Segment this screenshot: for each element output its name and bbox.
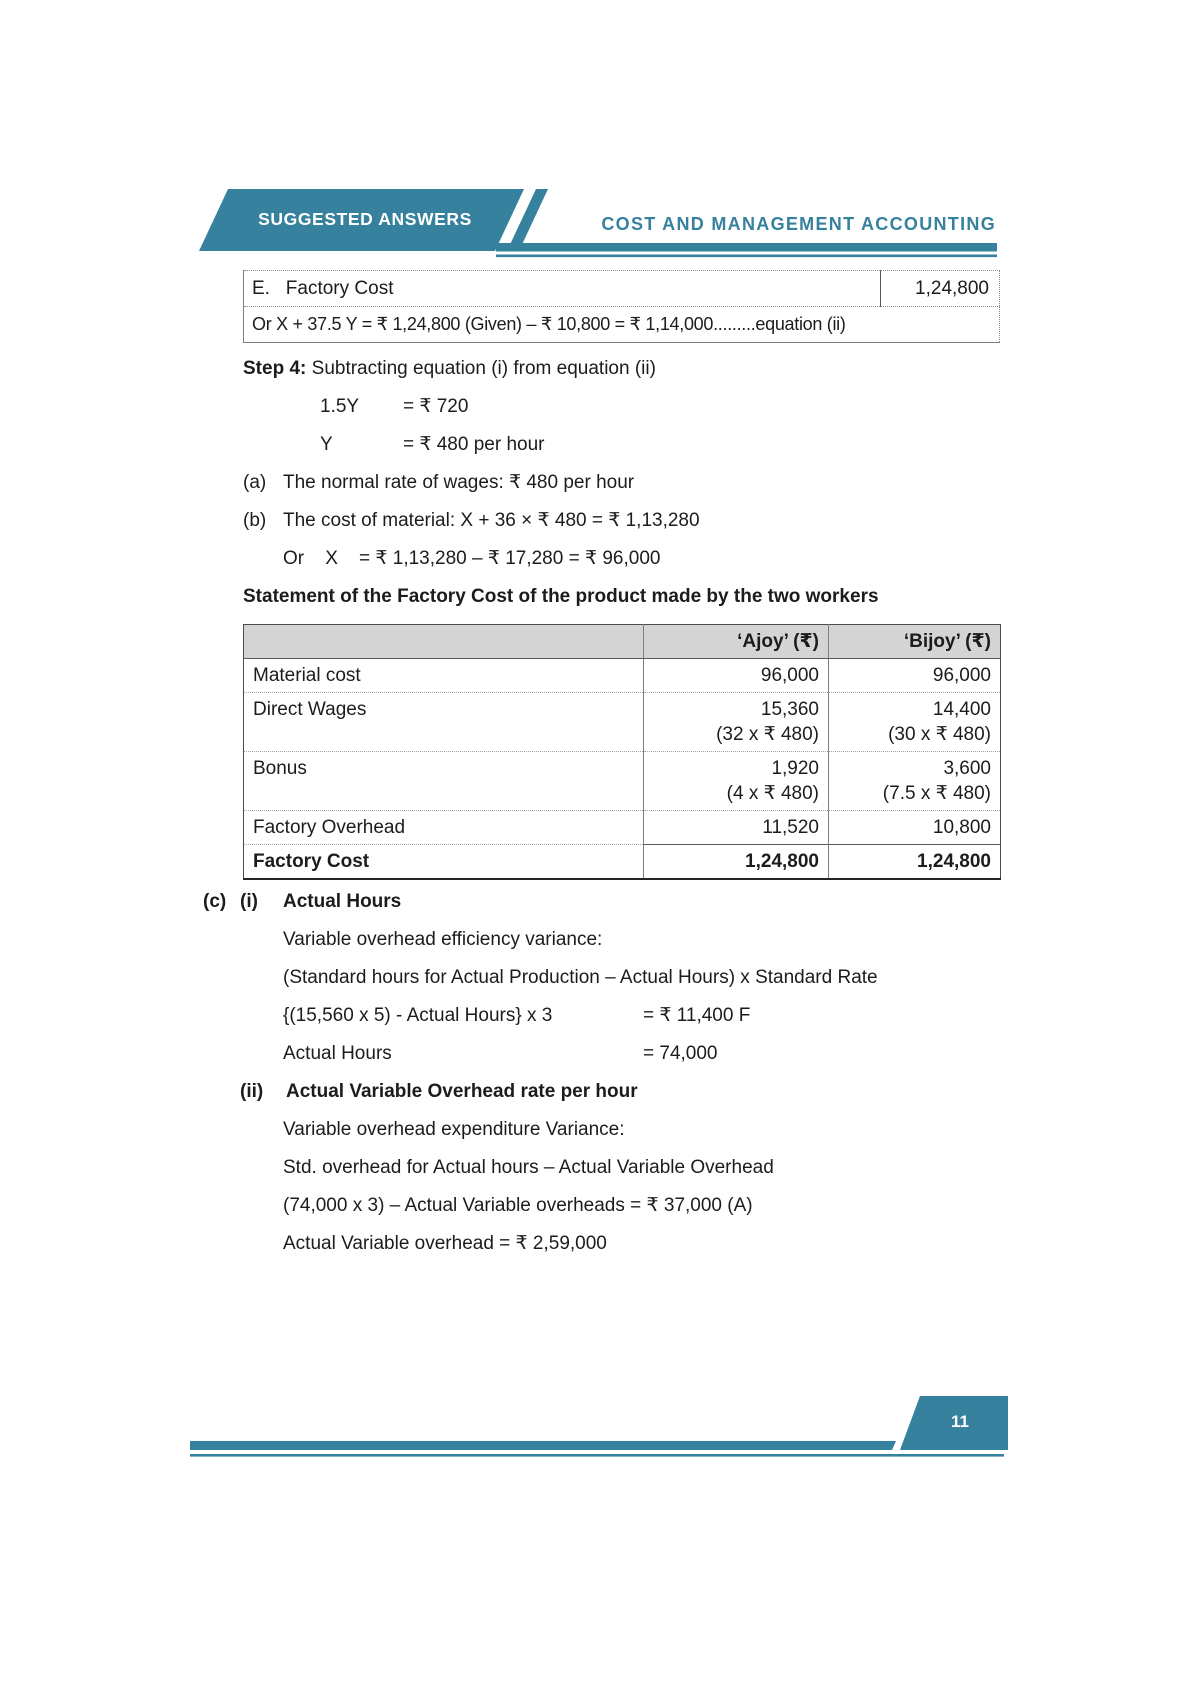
equation-rhs: = 74,000 (643, 1043, 718, 1064)
part-ii-body (283, 1119, 1000, 1254)
table-row (244, 307, 1000, 343)
part-ii-title: Actual Variable Overhead rate per hour (286, 1081, 638, 1102)
value-note: (32 x ₹ 480) (716, 724, 819, 745)
equation-rhs: = ₹ 480 per hour (403, 434, 545, 455)
equation-rhs: = ₹ 720 (403, 396, 469, 417)
value: 3,600 (943, 758, 991, 779)
value-note: (4 x ₹ 480) (726, 783, 819, 804)
col-header-empty (244, 625, 644, 659)
equation-value-cell: 1,24,800 (881, 271, 1000, 307)
ajoy-value: 1,24,800 (644, 845, 829, 880)
equation-lhs: 1.5Y (320, 396, 360, 417)
step4-text: Subtracting equation (i) from equation (ii) (311, 358, 656, 379)
section-c-heading (203, 891, 1000, 912)
table-row (244, 811, 1001, 845)
part-i-title: Actual Hours (283, 891, 402, 912)
ajoy-value: 96,000 (644, 659, 829, 693)
step4-heading (243, 358, 1000, 379)
equation-rhs: = ₹ 11,400 F (643, 1005, 751, 1026)
point-marker: (a) (243, 472, 267, 493)
value: 14,400 (932, 699, 991, 720)
table-row (244, 271, 1000, 307)
row-label: Direct Wages (244, 693, 644, 752)
ajoy-value (644, 693, 829, 752)
marker-i: (i) (240, 891, 258, 912)
point-b (243, 510, 1000, 531)
bijoy-value: 10,800 (829, 811, 1001, 845)
footer-bar (190, 1441, 896, 1450)
point-marker: (b) (243, 510, 267, 531)
col-header-bijoy: ‘Bijoy’ (₹) (829, 625, 1001, 659)
section-c (203, 891, 1000, 1254)
bijoy-value: 1,24,800 (829, 845, 1001, 880)
footer-graphic (0, 1385, 1191, 1465)
text-line: (74,000 x 3) – Actual Variable overheads = ₹ 37,000 (A) (283, 1195, 753, 1216)
equation-label-cell: E. Factory Cost (252, 278, 394, 299)
point-text: The cost of material: X + 36 × ₹ 480 = ₹ 1,13,280 (283, 510, 700, 531)
bijoy-value (829, 752, 1001, 811)
text-line: Variable overhead expenditure Variance: (283, 1119, 625, 1140)
table-row (244, 693, 1001, 752)
footer-rule-thin (190, 1454, 1004, 1457)
equation-full-cell: Or X + 37.5 Y = ₹ 1,24,800 (Given) – ₹ 10,800 = ₹ 1,14,000.........equation (ii) (244, 307, 1000, 343)
equation-line (283, 1005, 1000, 1026)
bijoy-value: 96,000 (829, 659, 1001, 693)
row-label: Factory Cost (244, 845, 644, 880)
page-number: 11 (951, 1412, 969, 1431)
ajoy-value (644, 752, 829, 811)
text-line: (Standard hours for Actual Production – Actual Hours) x Standard Rate (283, 967, 878, 988)
title-rule-thin (496, 255, 997, 258)
col-header-ajoy: ‘Ajoy’ (₹) (644, 625, 829, 659)
equation-line (320, 396, 1000, 417)
row-label: Factory Overhead (244, 811, 644, 845)
bijoy-value (829, 693, 1001, 752)
point-text: The normal rate of wages: ₹ 480 per hour (283, 472, 635, 493)
subject-title: COST AND MANAGEMENT ACCOUNTING (601, 214, 996, 234)
equation-lhs: Actual Hours (283, 1043, 392, 1064)
equation-line (283, 1043, 1000, 1064)
value: 15,360 (760, 699, 819, 720)
point-a (243, 472, 1000, 493)
equation-lhs: {(15,560 x 5) - Actual Hours} x 3 (283, 1005, 553, 1026)
or-equation-line: Or X = ₹ 1,13,280 – ₹ 17,280 = ₹ 96,000 (283, 548, 661, 569)
row-label: Bonus (244, 752, 644, 811)
text-line: Actual Variable overhead = ₹ 2,59,000 (283, 1233, 607, 1254)
factory-cost-equation-table (243, 270, 1000, 343)
equation-line (320, 434, 1000, 455)
text-line: Std. overhead for Actual hours – Actual Variable Overhead (283, 1157, 774, 1178)
table-header-row (244, 625, 1001, 659)
content-column (203, 270, 1000, 1271)
row-label: Material cost (253, 665, 361, 686)
marker-c: (c) (203, 891, 227, 912)
marker-ii: (ii) (240, 1081, 264, 1102)
value-note: (7.5 x ₹ 480) (882, 783, 991, 804)
text-line: Variable overhead efficiency variance: (283, 929, 603, 950)
step4-label: Step 4: (243, 358, 307, 379)
table-row (244, 752, 1001, 811)
value-note: (30 x ₹ 480) (888, 724, 991, 745)
table-row (244, 659, 1001, 693)
statement-title: Statement of the Factory Cost of the product made by the two workers (243, 586, 879, 607)
part-i-body (283, 929, 1000, 1064)
part-ii-heading (240, 1081, 1000, 1102)
equation-lhs: Y (320, 434, 333, 455)
banner-label: SUGGESTED ANSWERS (258, 209, 472, 229)
ajoy-value: 11,520 (644, 811, 829, 845)
title-rule-thick (496, 243, 997, 252)
value: 1,920 (771, 758, 819, 779)
table-total-row (244, 845, 1001, 880)
factory-cost-statement-table (243, 624, 1001, 880)
